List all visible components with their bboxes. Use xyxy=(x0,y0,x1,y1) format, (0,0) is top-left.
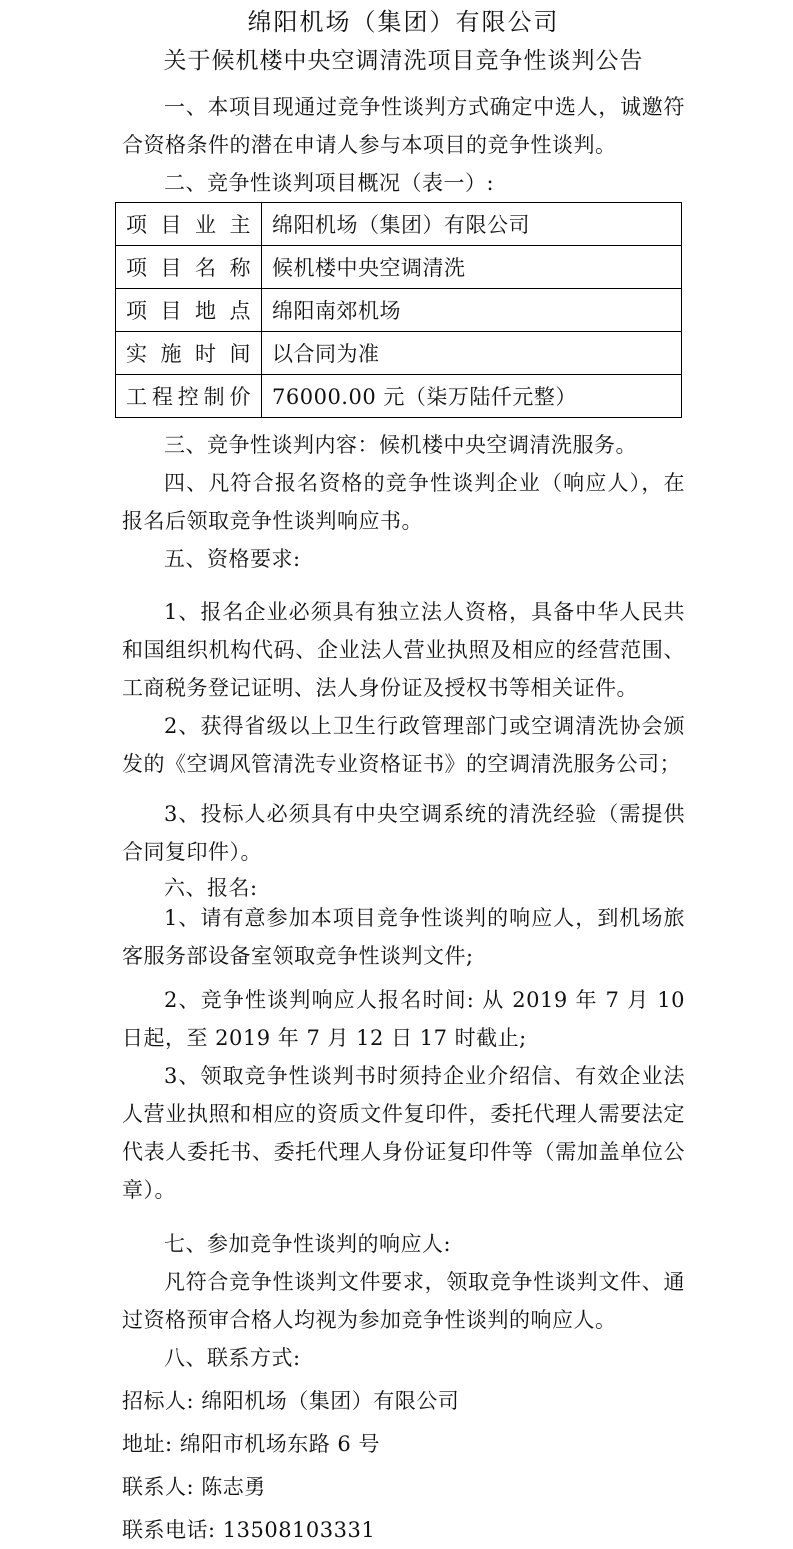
para-content: 三、竞争性谈判内容：候机楼中央空调清洗服务。 xyxy=(164,433,637,457)
para-registration-1: 1、请有意参加本项目竞争性谈判的响应人，到机场旅客服务部设备室领取竞争性谈判文件; xyxy=(122,906,685,968)
para-qualification-3: 3、投标人必须具有中央空调系统的清洗经验（需提供合同复印件）。 xyxy=(122,802,685,864)
table-row-control-price xyxy=(116,375,682,418)
project-overview-table xyxy=(115,202,682,418)
contact-phone: 联系电话: 13508103331 xyxy=(122,1518,376,1542)
table-value-location: 绵阳南郊机场 xyxy=(262,289,682,332)
table-label-project-name: 项目名称 xyxy=(116,246,262,289)
table-label-control-price: 工程控制价 xyxy=(116,375,262,418)
para-respondents-heading: 七、参加竞争性谈判的响应人: xyxy=(164,1232,452,1256)
contact-address: 地址: 绵阳市机场东路 6 号 xyxy=(122,1432,380,1456)
para-eligibility: 四、凡符合报名资格的竞争性谈判企业（响应人），在报名后领取竞争性谈判响应书。 xyxy=(122,471,685,533)
para-registration-heading: 六、报名: xyxy=(164,876,258,900)
table-value-control-price: 76000.00 元（柒万陆仟元整） xyxy=(262,375,682,418)
table-row-location xyxy=(116,289,682,332)
para-qualification-2: 2、获得省级以上卫生行政管理部门或空调清洗协会颁发的《空调风管清洗专业资格证书》的空调清洗服务公司； xyxy=(122,714,685,776)
para-intro: 一、本项目现通过竞争性谈判方式确定中选人，诚邀符合资格条件的潜在申请人参与本项目的竞争性谈判。 xyxy=(122,95,685,157)
table-value-project-name: 候机楼中央空调清洗 xyxy=(262,246,682,289)
para-qualification-1: 1、报名企业必须具有独立法人资格，具备中华人民共和国组织机构代码、企业法人营业执照及相应的经营范围、工商税务登记证明、法人身份证及授权书等相关证件。 xyxy=(122,600,685,700)
table-row-project-name xyxy=(116,246,682,289)
para-registration-2: 2、竞争性谈判响应人报名时间: 从 2019 年 7 月 10 日起，至 2019 年 7 月 12 日 17 时截止; xyxy=(122,988,685,1050)
doc-title: 绵阳机场（集团）有限公司 xyxy=(247,8,560,36)
contact-person: 联系人: 陈志勇 xyxy=(122,1475,266,1499)
table-value-owner: 绵阳机场（集团）有限公司 xyxy=(262,203,682,246)
table-value-schedule: 以合同为准 xyxy=(262,332,682,375)
table-label-location: 项目地点 xyxy=(116,289,262,332)
table-label-schedule: 实施时间 xyxy=(116,332,262,375)
table-label-owner: 项目业主 xyxy=(116,203,262,246)
table-row-schedule xyxy=(116,332,682,375)
para-respondents-body: 凡符合竞争性谈判文件要求，领取竞争性谈判文件、通过资格预审合格人均视为参加竞争性谈判的响应人。 xyxy=(122,1270,685,1332)
para-registration-3: 3、领取竞争性谈判书时须持企业介绍信、有效企业法人营业执照和相应的资质文件复印件，委托代理人需要法定代表人委托书、委托代理人身份证复印件等（需加盖单位公章）。 xyxy=(122,1064,685,1202)
para-qualification-heading: 五、资格要求: xyxy=(164,547,301,571)
contact-bidder: 招标人: 绵阳机场（集团）有限公司 xyxy=(122,1389,460,1413)
table-row-owner xyxy=(116,203,682,246)
para-overview-heading: 二、竞争性谈判项目概况（表一）: xyxy=(164,171,495,195)
para-contact-heading: 八、联系方式: xyxy=(164,1346,301,1370)
doc-subtitle: 关于候机楼中央空调清洗项目竞争性谈判公告 xyxy=(163,48,644,74)
